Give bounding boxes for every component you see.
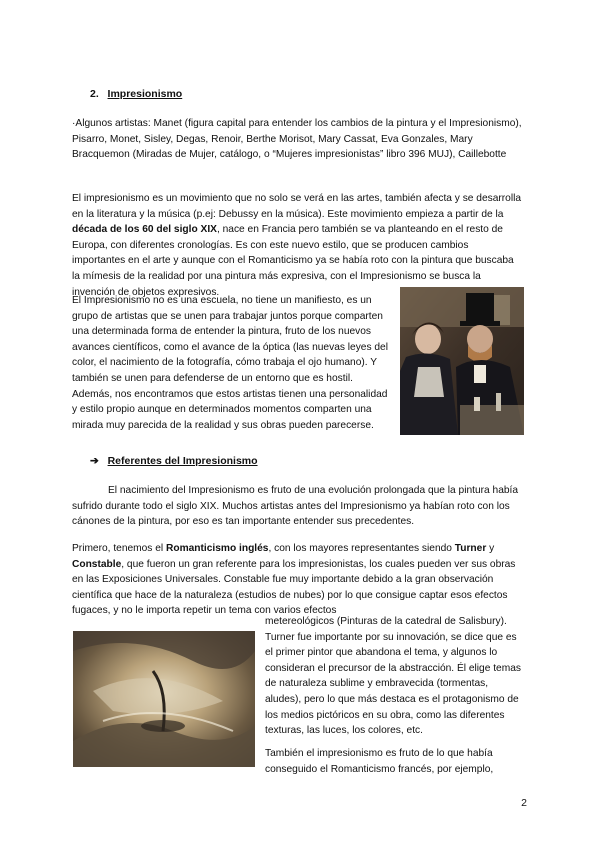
page-number: 2 [521,797,527,809]
school-paragraph: El Impresionismo no es una escuela, no tiene un manifiesto, es un grupo de artistas que se unen para trabajar juntos porque comparten una determinada forma de entender la pintura, fruto de los nuevos avances científicos, como el avance de la óptica (las nuevas leyes del color, el nacimiento de la fotografía, cómo trabaja el ojo humano). Y también se unen para defenderse de un entorno que es hostil. Además, nos encontramos que estos artistas tienen una personalidad y estilo propio aunque en determinados momentos comparten una mirada muy parecida de la realidad y sus obras pueden parecerse. [72,295,388,431]
section-number: 2. [90,88,99,100]
turner-painting-image [73,631,255,767]
turner-paragraph: metereológicos (Pinturas de la catedral de Salisbury). Turner fue importante por su innovación, se dice que es el primer pintor que abandona el tema, y algunos lo consideran el precursor de la abstracción. Él elige temas de naturaleza sublime y embravecida (tormentas, aludes), pero lo que más destaca es el protagonismo de los medios pictóricos en su obra, como las diferentes texturas, las luces, los colores, etc. [265,616,521,737]
manet-painting-graphic [400,287,524,435]
turner-painting-graphic [73,631,255,767]
section-title: Impresionismo [107,88,183,100]
subheading [90,455,258,467]
evolution-paragraph: El nacimiento del Impresionismo es fruto de una evolución prolongada que la pintura había sufrido durante todo el siglo XIX. Muchos artistas antes del Impresionismo ya habían roto con los cánones de la pintura, por eso es tan importante entender sus precedentes. [72,485,519,528]
arrow-icon: ➔ [90,455,99,467]
artists-paragraph: ·Algunos artistas: Manet (figura capital para entender los cambios de la pintura y el Impresionismo), Pisarro, Monet, Sisley, Degas, Renoir, Berthe Morisot, Mary Cassat, Eva Gonzales, Mary Bracquemon (Miradas de Mujer, catálogo, o “Mujeres impresionistas” libro 396 MUJ), Caillebotte [72,118,522,161]
subheading-title: Referentes del Impresionismo [107,455,258,467]
french-romanticism-paragraph: También el impresionismo es fruto de lo que había conseguido el Romanticismo francés, por ejemplo, [265,748,494,775]
manet-painting-image [400,287,524,435]
romanticism-paragraph: Primero, tenemos el Romanticismo inglés, con los mayores representantes siendo Turner y Constable, que fueron un gran referente para los impresionistas, los cuales pueden ver sus obras en las Exposiciones Universales. Constable fue muy importante debido a la gran observación científica que hace de la naturaleza (estudios de nubes) por lo que consigue captar esos efectos fugaces, y no le importa repetir un tema con varios efectos [72,543,516,617]
section-heading [90,88,182,100]
intro-paragraph: El impresionismo es un movimiento que no solo se verá en las artes, también afecta y se desarrolla en la literatura y la música (p.ej: Debussy en la música). Este movimiento empieza a partir de la década de los 60 del siglo XIX, nace en Francia pero también se va planteando en el resto de Europa, con diferentes cronologías. Es con este nuevo estilo, que se producen cambios importantes en el arte y aunque con el Romanticismo ya se había roto con la pintura que buscaba la mímesis de la realidad por una pintura más expresiva, con el Impresionismo se busca la invención de objetos expresivos. [72,193,522,298]
